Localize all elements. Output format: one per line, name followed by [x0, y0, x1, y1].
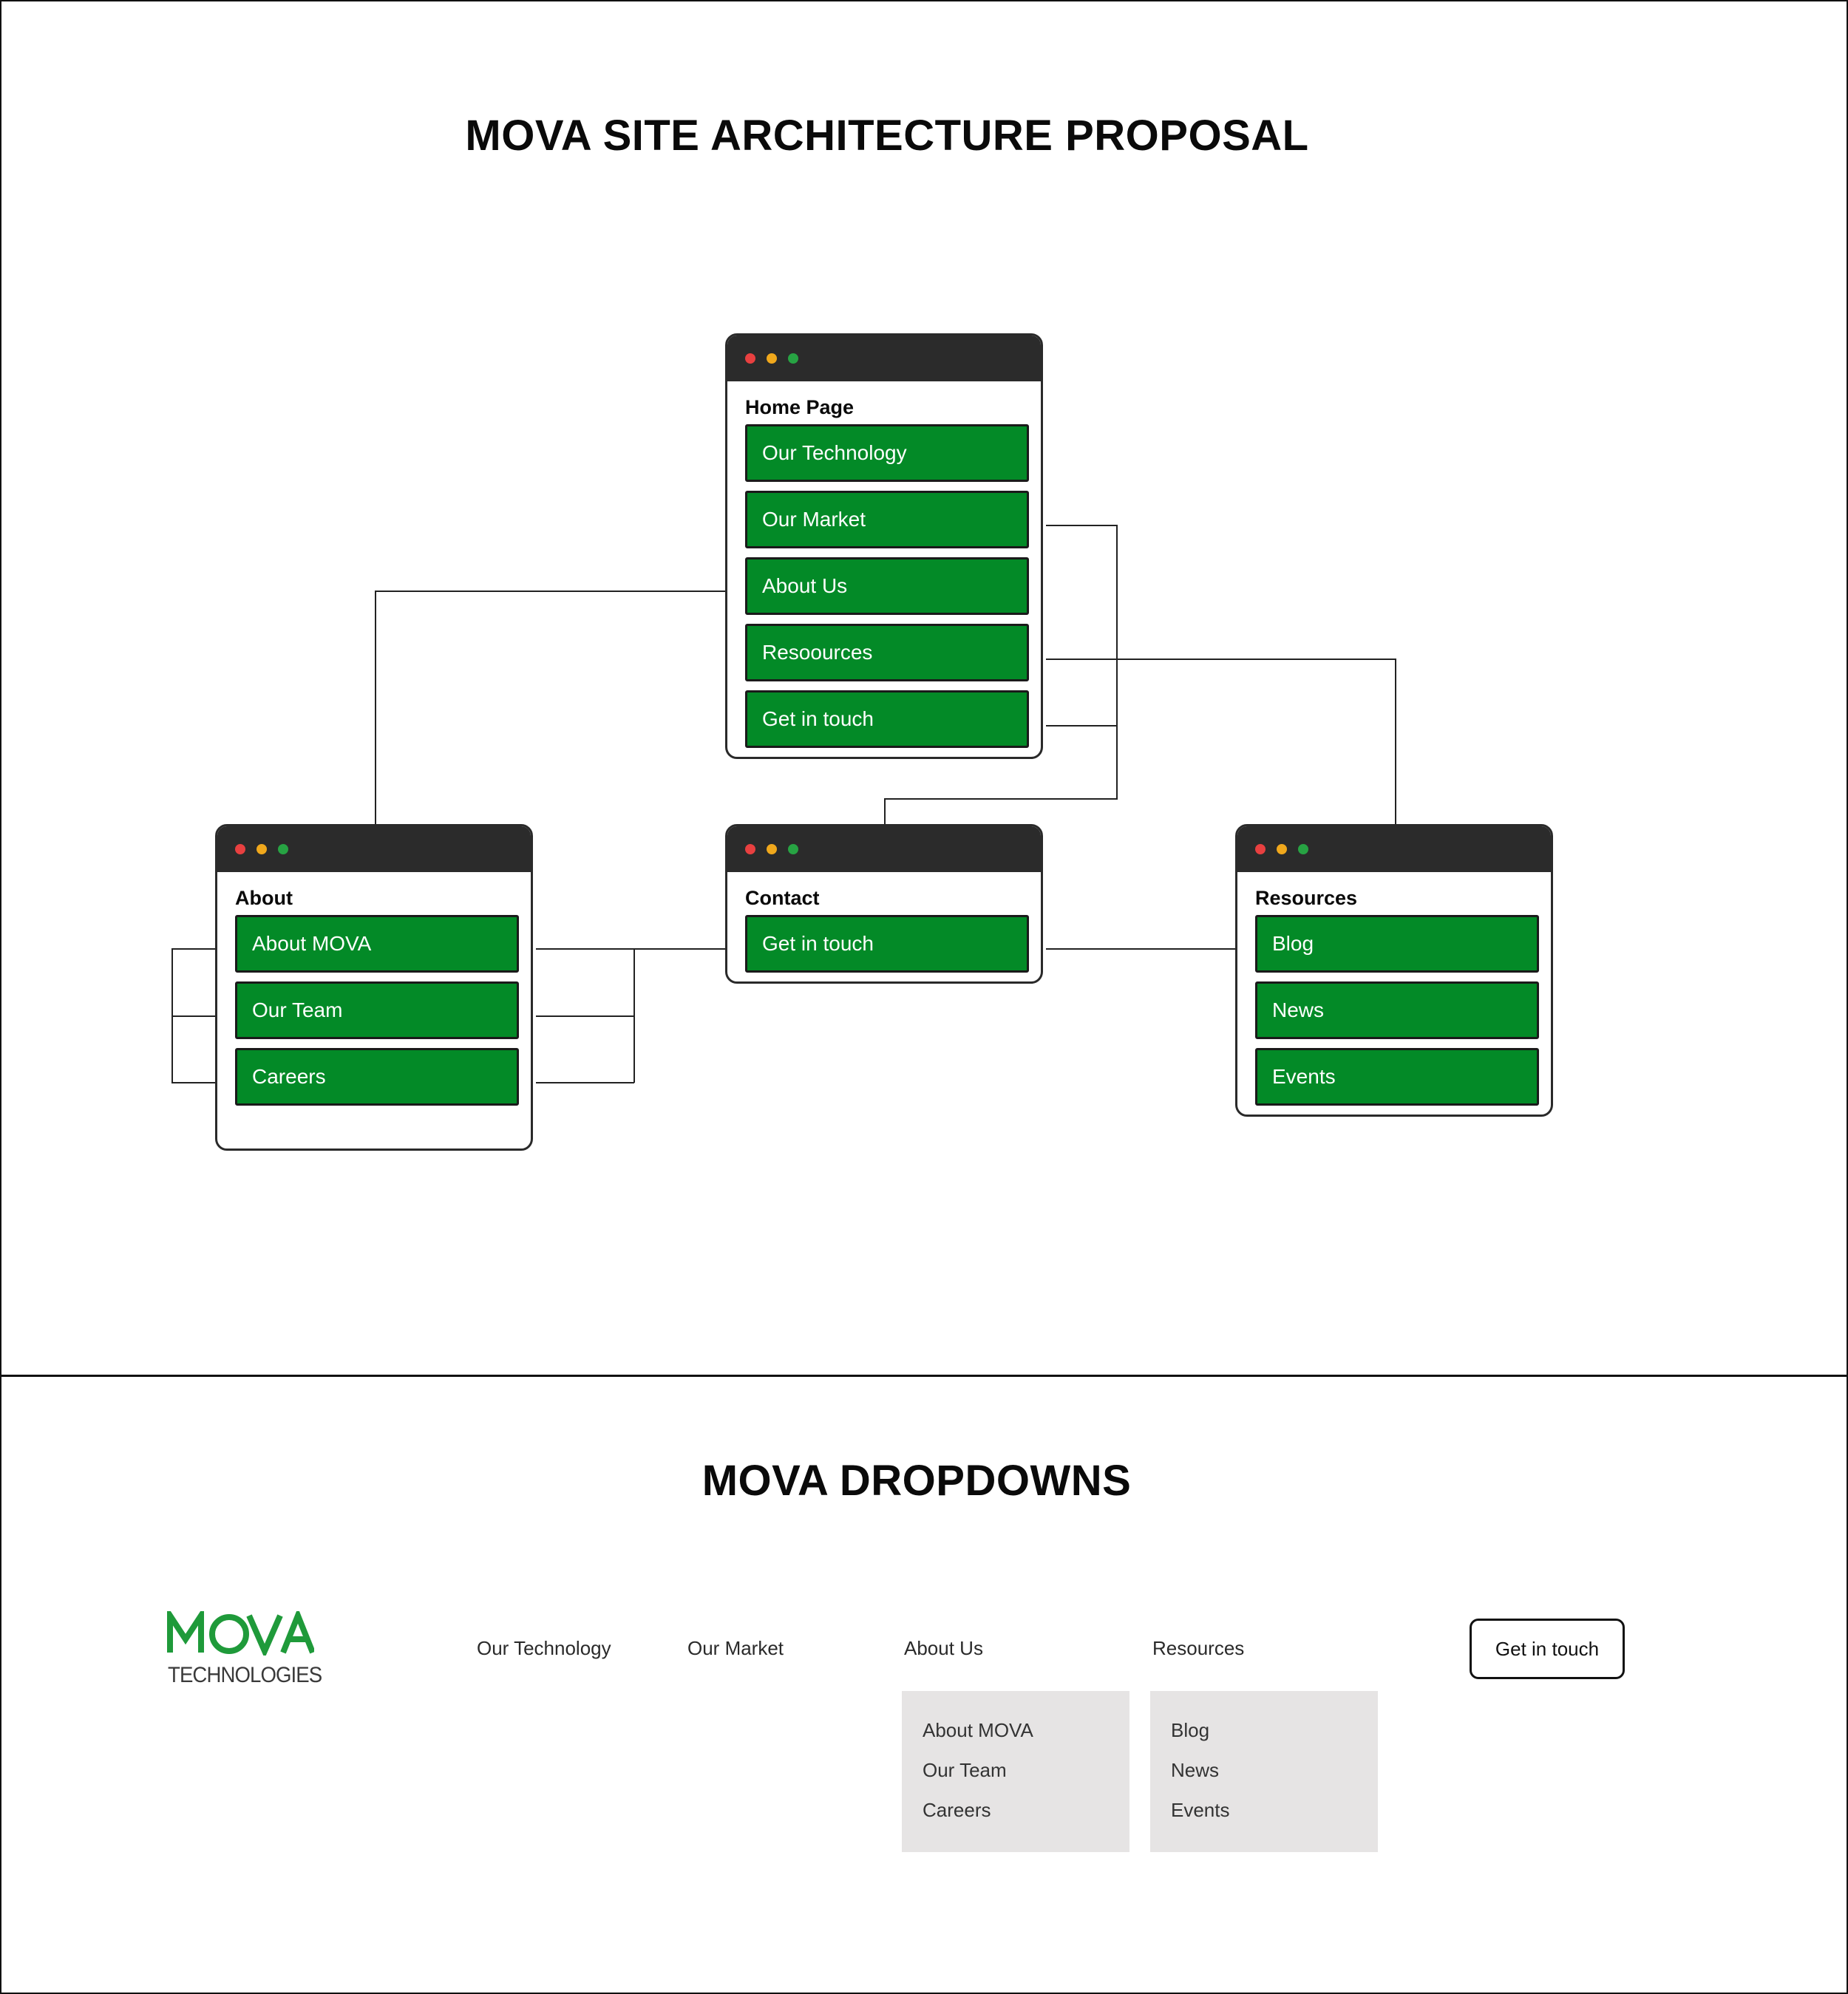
connector-about-contact — [536, 949, 725, 1083]
page-item-events[interactable]: Events — [1255, 1048, 1539, 1106]
connector-about-loop — [172, 949, 215, 1083]
window-bar — [1237, 826, 1551, 872]
mova-logo-mark-icon — [166, 1611, 314, 1656]
contact-window — [725, 824, 1043, 984]
close-dot-icon — [745, 353, 755, 364]
page-item-about-us[interactable]: About Us — [745, 557, 1029, 615]
maximize-dot-icon — [788, 353, 798, 364]
maximize-dot-icon — [1298, 844, 1308, 854]
dropdown-item-events[interactable]: Events — [1171, 1799, 1230, 1821]
page-item-news[interactable]: News — [1255, 981, 1539, 1039]
page-item-get-in-touch[interactable]: Get in touch — [745, 690, 1029, 748]
resources-window — [1235, 824, 1553, 1117]
nav-our-technology[interactable]: Our Technology — [477, 1637, 611, 1659]
window-bar — [727, 336, 1041, 381]
window-title: Home Page — [745, 396, 855, 418]
home-page-window — [725, 333, 1043, 759]
get-in-touch-button[interactable]: Get in touch — [1470, 1619, 1625, 1679]
dropdowns-title: MOVA DROPDOWNS — [702, 1457, 1132, 1505]
nav-resources[interactable]: Resources — [1152, 1637, 1245, 1659]
page-item-resources[interactable]: Resoources — [745, 624, 1029, 681]
nav-our-market[interactable]: Our Market — [687, 1637, 784, 1659]
close-dot-icon — [745, 844, 755, 854]
window-title: About — [235, 887, 293, 909]
page-item-our-market[interactable]: Our Market — [745, 491, 1029, 548]
nav-about-us[interactable]: About Us — [904, 1637, 983, 1659]
close-dot-icon — [235, 844, 245, 854]
page-item-our-team[interactable]: Our Team — [235, 981, 519, 1039]
architecture-title: MOVA SITE ARCHITECTURE PROPOSAL — [465, 112, 1309, 160]
logo-subtitle: TECHNOLOGIES — [168, 1663, 322, 1687]
minimize-dot-icon — [767, 353, 777, 364]
dropdown-item-careers[interactable]: Careers — [923, 1799, 991, 1821]
resources-dropdown — [1150, 1691, 1378, 1852]
close-dot-icon — [1255, 844, 1266, 854]
page-item-careers[interactable]: Careers — [235, 1048, 519, 1106]
window-bar — [727, 826, 1041, 872]
minimize-dot-icon — [767, 844, 777, 854]
page-item-get-in-touch[interactable]: Get in touch — [745, 915, 1029, 973]
section-divider — [0, 1375, 1848, 1377]
about-window — [215, 824, 533, 1151]
window-title: Contact — [745, 887, 820, 909]
mova-logo[interactable] — [166, 1611, 322, 1692]
page-item-blog[interactable]: Blog — [1255, 915, 1539, 973]
dropdown-item-about-mova[interactable]: About MOVA — [923, 1719, 1033, 1741]
dropdown-item-news[interactable]: News — [1171, 1759, 1220, 1781]
dropdown-item-our-team[interactable]: Our Team — [923, 1759, 1007, 1781]
maximize-dot-icon — [278, 844, 288, 854]
connector-home-about — [376, 591, 725, 824]
window-bar — [217, 826, 531, 872]
minimize-dot-icon — [257, 844, 267, 854]
minimize-dot-icon — [1277, 844, 1287, 854]
page-item-our-technology[interactable]: Our Technology — [745, 424, 1029, 482]
window-title: Resources — [1255, 887, 1358, 909]
maximize-dot-icon — [788, 844, 798, 854]
about-us-dropdown — [902, 1691, 1129, 1852]
page-item-about-mova[interactable]: About MOVA — [235, 915, 519, 973]
dropdown-item-blog[interactable]: Blog — [1171, 1719, 1210, 1741]
